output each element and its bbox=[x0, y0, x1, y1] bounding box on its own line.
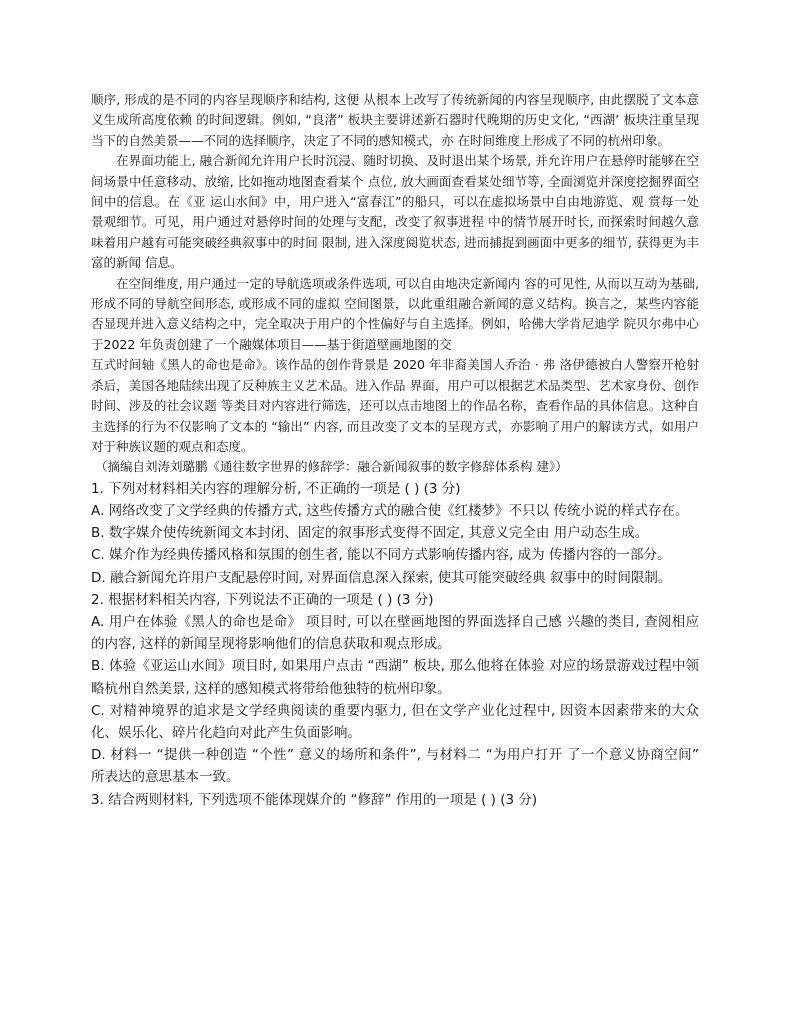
question-stem: 3. 结合两则材料, 下列选项不能体现媒介的 “修辞” 作用的一项是 ( ) (3 分) bbox=[91, 791, 538, 808]
passage-paragraph-1: 顺序, 形成的是不同的内容呈现顺序和结构, 这便 从根本上改写了传统新闻的内容呈现顺序, 由此摆脱了文本意义生成所高度依赖 的时间逻辑。例如, “良渚” 板块主要讲述新石器时代晚期的历史文化, “西湖’ 板块注重呈现当下的自然美景——不同的选择顺序，决定了不同的感知模式，亦 在时间维度上形成了不同的杭州印象。 bbox=[91, 92, 699, 148]
passage-paragraph-3: 在空间维度, 用户通过一定的导航选项或条件选项, 可以自由地决定新闻内 容的可见性, 从而以互动为基础, 形成不同的导航空间形态, 或形成不同的虚拟 空间图景，以此重组融合新闻的意义结构。换言之，某些内容能否显现并进入意义结构之中，完全取决于用户的个性偏好与自主选择。例如，哈佛大学肯尼迪学 院贝尔弗中心于2022 年负责创建了一个融媒体项目——基于街道壁画地图的交 bbox=[91, 275, 699, 352]
option-a: A. 网络改变了文学经典的传播方式, 这些传播方式的融合使《红楼梦》不只以 传统小说的样式存在。 bbox=[91, 502, 689, 519]
passage-paragraph-4: 互式时间轴《黑人的命也是命》。该作品的创作背景是 2020 年非裔美国人乔治 · 弗 洛伊德被白人警察开枪射杀后，美国各地陆续出现了反种族主义艺术品。进入作品 界面，用户可以根据艺术品类型、艺术家身份、创作时间、涉及的社会议题 等类目对内容进行筛选，还可以点击地图上的作品名称，查看作品的具体信息。这种自主选择的行为不仅影响了文本的 “输出” 内容, 而且改变了文本的呈现方式，亦影响了用户的解读方式，如用户对于种族议题的观点和态度。 bbox=[91, 357, 699, 454]
question-stem: 1. 下列对材料相关内容的理解分析, 不正确的一项是 ( ) (3 分) bbox=[91, 480, 461, 497]
passage-citation: （摘编自刘涛刘璐鹏《通往数字世界的修辞学：融合新闻叙事的数字修辞体系构 建》） bbox=[95, 459, 568, 475]
passage-paragraph-2: 在界面功能上, 融合新闻允许用户长时沉浸、随时切换、及时退出某个场景, 并允许用户在悬停时能够在空间场景中任意移动、放缩, 比如拖动地图查看某个 点位, 放大画面查看某处细节等, 全面浏览并深度挖掘界面空间中的信息。在《亚 运山水间》中，用户进入“富春江”的船只，可以在虚拟场景中自由地游览、观 赏每一处景观细节。可见，用户通过对悬停时间的处理与支配，改变了叙事进程 中的情节展开时长, 而探索时间越久意味着用户越有可能突破经典叙事中的时间 限制, 进入深度阅览状态, 进而捕捉到画面中更多的细节, 获得更为丰富的新闻 信息。 bbox=[91, 153, 699, 271]
question-1 bbox=[91, 478, 699, 589]
option-b: B. 数字媒介使传统新闻文本封闭、固定的叙事形式变得不固定, 其意义完全由 用户动态生成。 bbox=[91, 525, 649, 542]
question-2 bbox=[91, 589, 699, 789]
option-d: D. 材料一 “提供一种创造 “个性” 意义的场所和条件”, 与材料二 “为用户打开 了一个意义协商空间” 所表达的意思基本一致。 bbox=[91, 747, 699, 786]
option-a: A. 用户在体验《黑人的命也是命》 项目时, 可以在壁画地图的界面选择自己感 兴趣的类目, 查阅相应的内容, 这样的新闻呈现将影响他们的信息获取和观点形成。 bbox=[91, 613, 699, 653]
option-b: B. 体验《亚运山水间》项目时, 如果用户点击 “西湖” 板块, 那么他将在体验 对应的场景游戏过程中领略杭州自然美景, 这样的感知模式将带给他独特的杭州印象。 bbox=[91, 658, 699, 697]
question-3 bbox=[91, 789, 699, 811]
document-page bbox=[91, 90, 699, 811]
question-stem: 2. 根据材料相关内容, 下列说法不正确的一项是 ( ) (3 分) bbox=[91, 591, 434, 608]
option-c: C. 媒介作为经典传播风格和氛围的创生者, 能以不同方式影响传播内容, 成为 传播内容的一部分。 bbox=[91, 547, 671, 564]
option-c: C. 对精神境界的追求是文学经典阅读的重要内驱力, 但在文学产业化过程中, 因资本因素带来的大众化、娱乐化、碎片化趋向对此产生负面影响。 bbox=[91, 702, 699, 741]
option-d: D. 融合新闻允许用户支配悬停时间, 对界面信息深入探索, 使其可能突破经典 叙事中的时间限制。 bbox=[91, 569, 672, 586]
